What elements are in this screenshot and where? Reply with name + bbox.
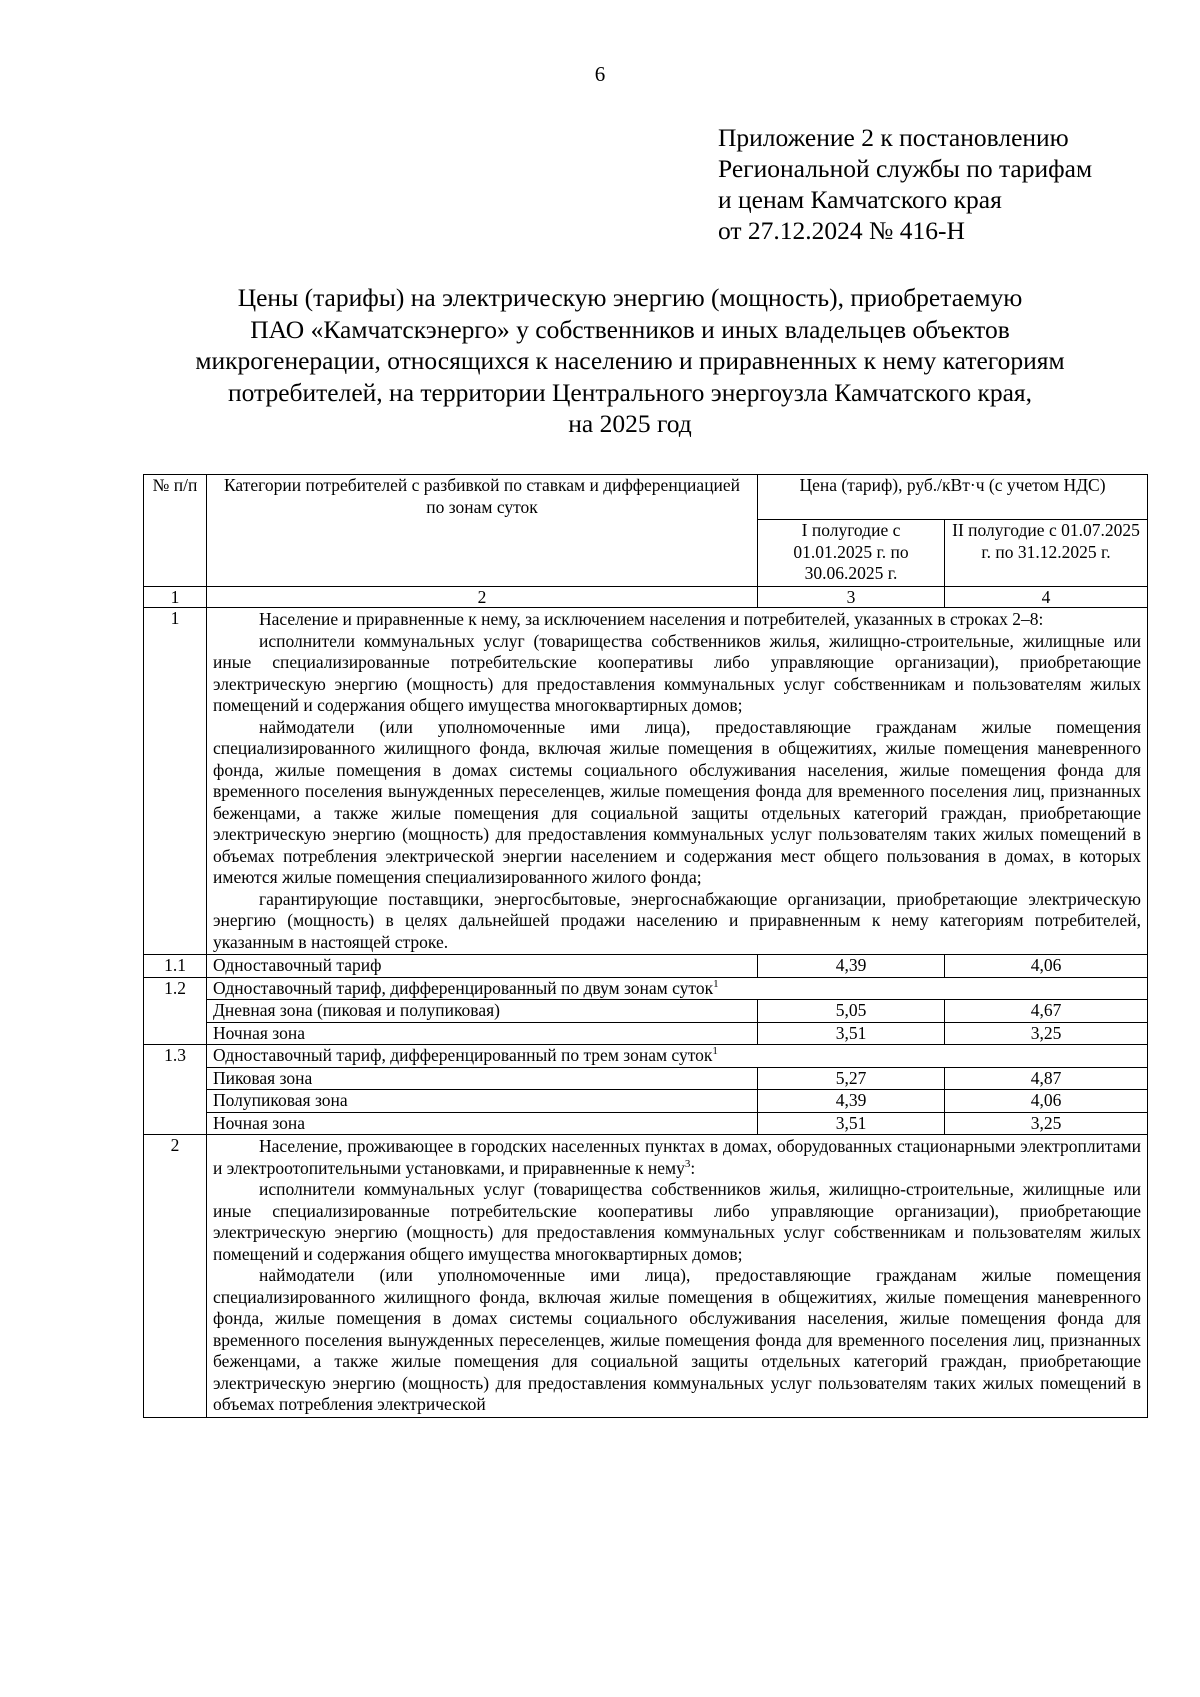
table-row	[144, 977, 1148, 1000]
document-title	[130, 282, 1130, 440]
price-first-half: 4,39	[758, 955, 945, 978]
paragraph-text: Население, проживающее в городских населенных пунктах в домах, оборудованных стационарными электроплитами и электроотопительными установками, и приравненные к нему	[213, 1136, 1141, 1178]
price-second-half: 3,25	[945, 1112, 1148, 1135]
header-price: Цена (тариф), руб./кВт·ч (с учетом НДС)	[758, 475, 1148, 520]
price-second-half: 4,06	[945, 1090, 1148, 1113]
price-second-half: 4,67	[945, 1000, 1148, 1023]
appendix-line: Региональной службы по тарифам	[718, 154, 1093, 183]
table-row	[144, 1067, 1148, 1090]
column-number: 2	[207, 587, 758, 608]
header-first-half: I полугодие с 01.01.2025 г. по 30.06.2025 г.	[758, 520, 945, 587]
table-row	[144, 1135, 1148, 1418]
zone-label: Пиковая зона	[207, 1067, 758, 1090]
price-first-half: 5,27	[758, 1067, 945, 1090]
price-second-half: 4,87	[945, 1067, 1148, 1090]
paragraph: исполнители коммунальных услуг (товарищества собственников жилья, жилищно-строительные, жилищные или иные специализированные потребительские кооперативы либо управляющие организации), приобретающие электрическую энергию (мощность) для предоставления коммунальных услуг собственникам и пользователям жилых помещений и содержания общего имущества многоквартирных домов;	[213, 1179, 1141, 1264]
row-label	[207, 977, 1148, 1000]
paragraph: гарантирующие поставщики, энергосбытовые, энергоснабжающие организации, приобретающие электрическую энергию (мощность) в целях дальнейшей продажи населению и приравненным к нему категориям потребителей, указанным в настоящей строке.	[213, 888, 1141, 952]
row-label-text: Одноставочный тариф, дифференцированный по трем зонам суток	[213, 1045, 713, 1065]
title-line: потребителей, на территории Центрального энергоузла Камчатского края,	[227, 377, 1033, 407]
title-line: на 2025 год	[568, 409, 692, 438]
row-num: 2	[144, 1135, 207, 1418]
header-second-half: II полугодие с 01.07.2025 г. по 31.12.2025 г.	[945, 520, 1148, 587]
appendix-reference	[718, 122, 1092, 246]
row-num: 1.3	[144, 1045, 207, 1135]
price-first-half: 3,51	[758, 1112, 945, 1135]
column-number-row	[144, 587, 1148, 608]
column-number: 4	[945, 587, 1148, 608]
page-number: 6	[594, 62, 606, 86]
row-label	[207, 1045, 1148, 1068]
row-num: 1.2	[144, 977, 207, 1045]
paragraph: наймодатели (или уполномоченные ими лица), предоставляющие гражданам жилые помещения специализированного жилищного фонда, включая жилые помещения в общежитиях, жилые помещения маневренного фонда, жилые помещения в домах системы социального обслуживания населения, жилые помещения фонда для временного поселения вынужденных переселенцев, жилые помещения фонда для временного поселения лиц, признанных беженцами, а также жилые помещения для социальной защиты отдельных категорий граждан, приобретающие электрическую энергию (мощность) для предоставления коммунальных услуг пользователям таких жилых помещений в объемах потребления электрической	[213, 1265, 1141, 1414]
tariff-table	[143, 474, 1148, 1418]
header-num: № п/п	[144, 475, 207, 587]
zone-label: Ночная зона	[207, 1022, 758, 1045]
footnote-ref: 3	[684, 1157, 691, 1170]
row-description	[207, 608, 1148, 955]
zone-label: Дневная зона (пиковая и полупиковая)	[207, 1000, 758, 1023]
table-row	[144, 955, 1148, 978]
appendix-line: и ценам Камчатского края	[718, 185, 1002, 214]
price-first-half: 3,51	[758, 1022, 945, 1045]
header-category: Категории потребителей с разбивкой по ставкам и дифференциацией по зонам суток	[207, 475, 758, 587]
table-row	[144, 1112, 1148, 1135]
title-line: Цены (тарифы) на электрическую энергию (мощность), приобретаемую	[237, 283, 1023, 312]
price-second-half: 4,06	[945, 955, 1148, 978]
column-number: 1	[144, 587, 207, 608]
table-header-row	[144, 475, 1148, 520]
title-line: ПАО «Камчатскэнерго» у собственников и иных владельцев объектов	[250, 314, 1010, 344]
price-first-half: 5,05	[758, 1000, 945, 1023]
zone-label: Ночная зона	[207, 1112, 758, 1135]
row-label-text: Одноставочный тариф, дифференцированный по двум зонам суток	[213, 977, 714, 998]
table-row	[144, 1022, 1148, 1045]
paragraph	[213, 1136, 1141, 1179]
row-label: Одноставочный тариф	[207, 955, 758, 978]
row-num: 1	[144, 608, 207, 955]
row-num: 1.1	[144, 955, 207, 978]
paragraph: исполнители коммунальных услуг (товарищества собственников жилья, жилищно-строительные, жилищные или иные специализированные потребительские кооперативы либо управляющие организации), приобретающие электрическую энергию (мощность) для предоставления коммунальных услуг собственникам и пользователям жилых помещений и содержания общего имущества многоквартирных домов;	[213, 630, 1141, 715]
footnote-ref: 1	[713, 977, 719, 990]
row-description	[207, 1135, 1148, 1418]
price-first-half: 4,39	[758, 1090, 945, 1113]
price-second-half: 3,25	[945, 1022, 1148, 1045]
table-row	[144, 608, 1148, 955]
zone-label: Полупиковая зона	[207, 1090, 758, 1113]
title-line: микрогенерации, относящихся к населению и приравненных к нему категориям	[195, 346, 1065, 375]
appendix-line: Приложение 2 к постановлению	[718, 123, 1069, 152]
table-row	[144, 1090, 1148, 1113]
paragraph-end: :	[690, 1157, 696, 1178]
column-number: 3	[758, 587, 945, 608]
paragraph: Население и приравненные к нему, за исключением населения и потребителей, указанных в строках 2–8:	[259, 609, 1044, 629]
table-row	[144, 1045, 1148, 1068]
table-row	[144, 1000, 1148, 1023]
appendix-line: от 27.12.2024 № 416-Н	[718, 216, 965, 245]
paragraph: наймодатели (или уполномоченные ими лица), предоставляющие гражданам жилые помещения специализированного жилищного фонда, включая жилые помещения в общежитиях, жилые помещения маневренного фонда, жилые помещения в домах системы социального обслуживания населения, жилые помещения фонда для временного поселения вынужденных переселенцев, жилые помещения фонда для временного поселения лиц, признанных беженцами, а также жилые помещения для социальной защиты отдельных категорий граждан, приобретающие электрическую энергию (мощность) для предоставления коммунальных услуг пользователям таких жилых помещений в объемах потребления электрической энергии населением и содержания мест общего пользования в домах, в которых имеются жилые помещения специализированного жилого фонда;	[213, 716, 1141, 887]
footnote-ref: 1	[712, 1045, 718, 1058]
